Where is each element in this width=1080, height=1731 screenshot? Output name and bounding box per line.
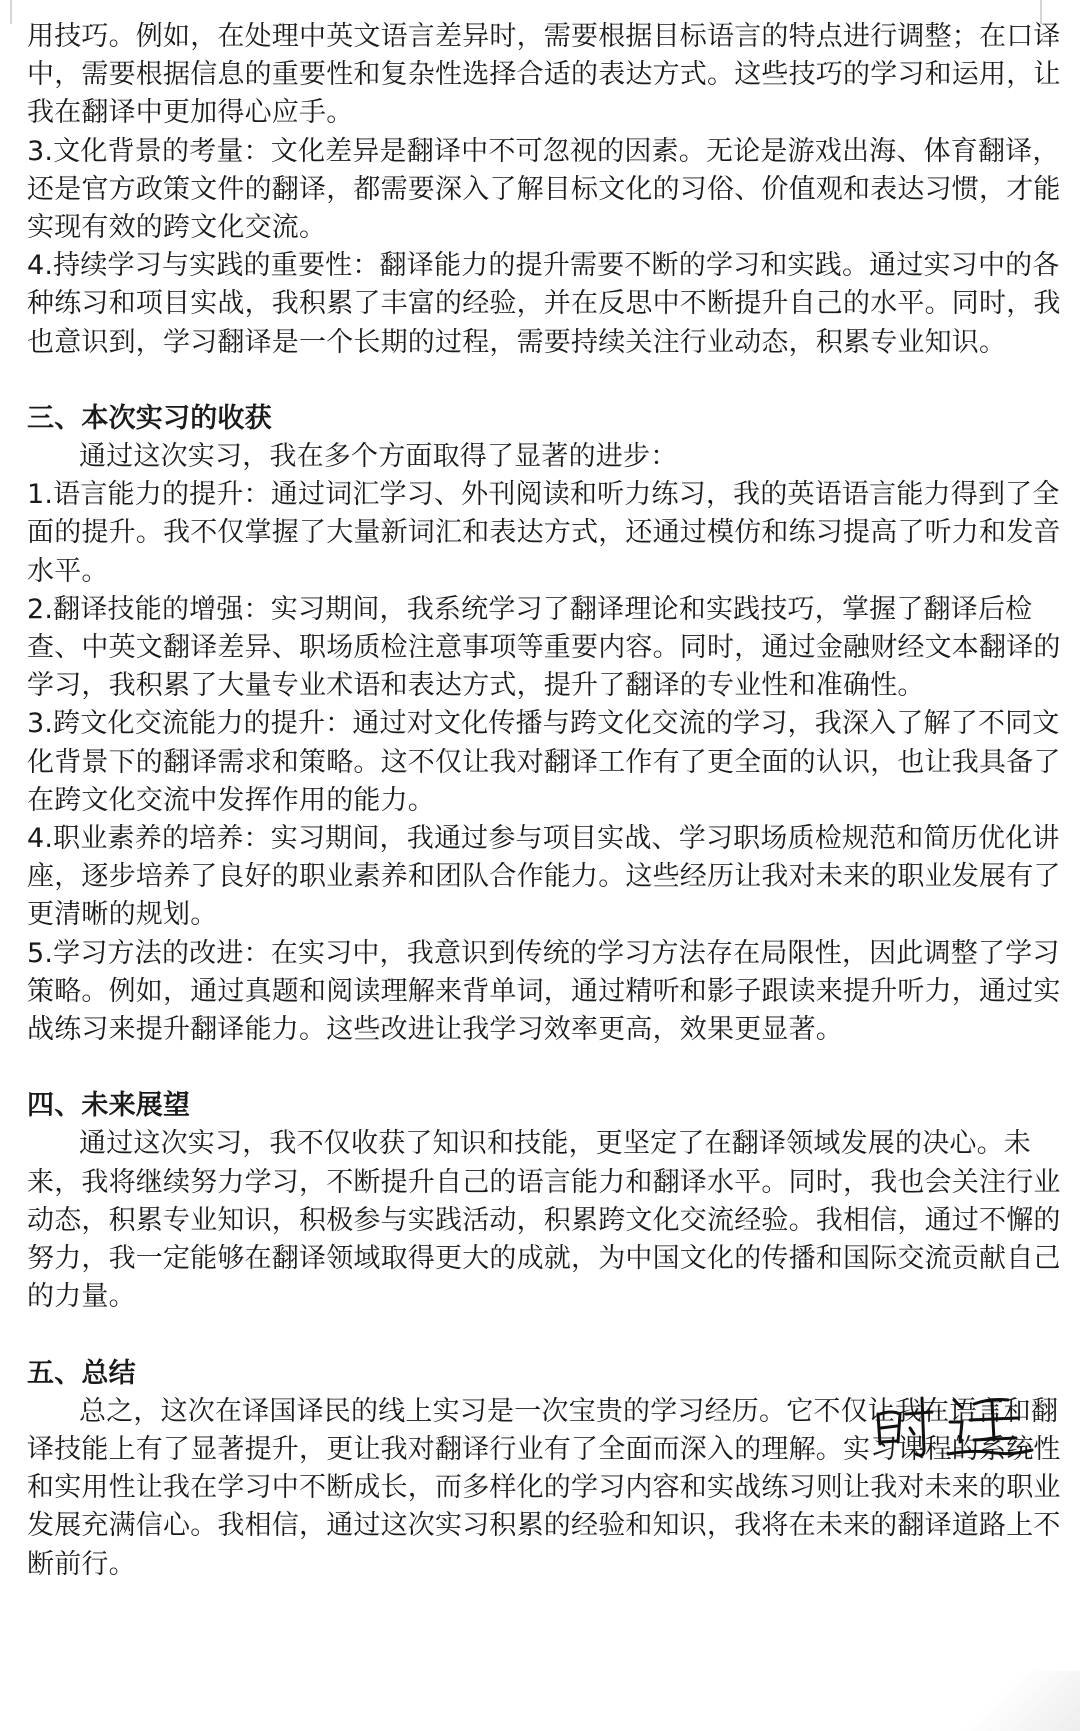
section-heading-gains: 三、本次实习的收获 <box>27 402 272 434</box>
gains-item-professionalism: 4.职业素养的培养：实习期间，我通过参与项目实战、学习职场质检规范和简历优化讲座，逐步培养了良好的职业素养和团队合作能力。这些经历让我对未来的职业发展有了更清晰的规划。 <box>27 823 1061 931</box>
section-heading-outlook: 四、未来展望 <box>27 1090 191 1122</box>
document-body <box>27 18 1067 1584</box>
gains-item-translation-skills: 2.翻译技能的增强：实习期间，我系统学习了翻译理论和实践技巧，掌握了翻译后检查、中英文翻译差异、职场质检注意事项等重要内容。同时，通过金融财经文本翻译的学习，我积累了大量专业术语和表达方式，提升了翻译的专业性和准确性。 <box>27 593 1061 702</box>
section-gains-intro: 通过这次实习，我在多个方面取得了显著的进步： <box>79 441 678 473</box>
section-summary-body: 总之，这次在译国译民的线上实习是一次宝贵的学习经历。它不仅让我在语言和翻译技能上有了显著提升，更让我对翻译行业有了全面而深入的理解。实习课程的系统性和实用性让我在学习中不断成长，而多样化的学习内容和实战练习则让我对未来的职业发展充满信心。我相信，通过这次实习积累的经验和知识，我将在未来的翻译道路上不断前行。 <box>27 1395 1061 1580</box>
section-outlook-body: 通过这次实习，我不仅收获了知识和技能，更坚定了在翻译领域发展的决心。未来，我将继续努力学习，不断提升自己的语言能力和翻译水平。同时，我也会关注行业动态，积累专业知识，积极参与实践活动，积累跨文化交流经验。我相信，通过不懈的努力，我一定能够在翻译领域取得更大的成就，为中国文化的传播和国际交流贡献自己的力量。 <box>27 1128 1061 1313</box>
gains-item-language: 1.语言能力的提升：通过词汇学习、外刊阅读和听力练习，我的英语语言能力得到了全面的提升。我不仅掌握了大量新词汇和表达方式，还通过模仿和练习提高了听力和发音水平。 <box>27 479 1061 587</box>
page-edge-left <box>0 0 12 24</box>
paragraph-techniques-continued: 用技巧。例如，在处理中英文语言差异时，需要根据目标语言的特点进行调整；在口译中，需要根据信息的重要性和复杂性选择合适的表达方式。这些技巧的学习和运用，让我在翻译中更加得心应手。 <box>27 21 1061 129</box>
paragraph-continuous-learning: 4.持续学习与实践的重要性：翻译能力的提升需要不断的学习和实践。通过实习中的各种练习和项目实战，我积累了丰富的经验，并在反思中不断提升自己的水平。同时，我也意识到，学习翻译是一个长期的过程，需要持续关注行业动态，积累专业知识。 <box>27 250 1061 358</box>
page-curl-shadow <box>920 1671 1080 1731</box>
gains-item-learning-methods: 5.学习方法的改进：在实习中，我意识到传统的学习方法存在局限性，因此调整了学习策略。例如，通过真题和阅读理解来背单词，通过精听和影子跟读来提升听力，通过实战练习来提升翻译能力。这些改进让我学习效率更高，效果更显著。 <box>27 937 1061 1046</box>
gains-item-cross-cultural: 3.跨文化交流能力的提升：通过对文化传播与跨文化交流的学习，我深入了解了不同文化背景下的翻译需求和策略。这不仅让我对翻译工作有了更全面的认识，也让我具备了在跨文化交流中发挥作用的能力。 <box>27 708 1061 816</box>
paragraph-cultural-background: 3.文化背景的考量：文化差异是翻译中不可忽视的因素。无论是游戏出海、体育翻译，还是官方政策文件的翻译，都需要深入了解目标文化的习俗、价值观和表达习惯，才能实现有效的跨文化交流。 <box>27 135 1061 244</box>
section-heading-summary: 五、总结 <box>27 1357 136 1389</box>
handwritten-signature <box>870 1392 1040 1467</box>
